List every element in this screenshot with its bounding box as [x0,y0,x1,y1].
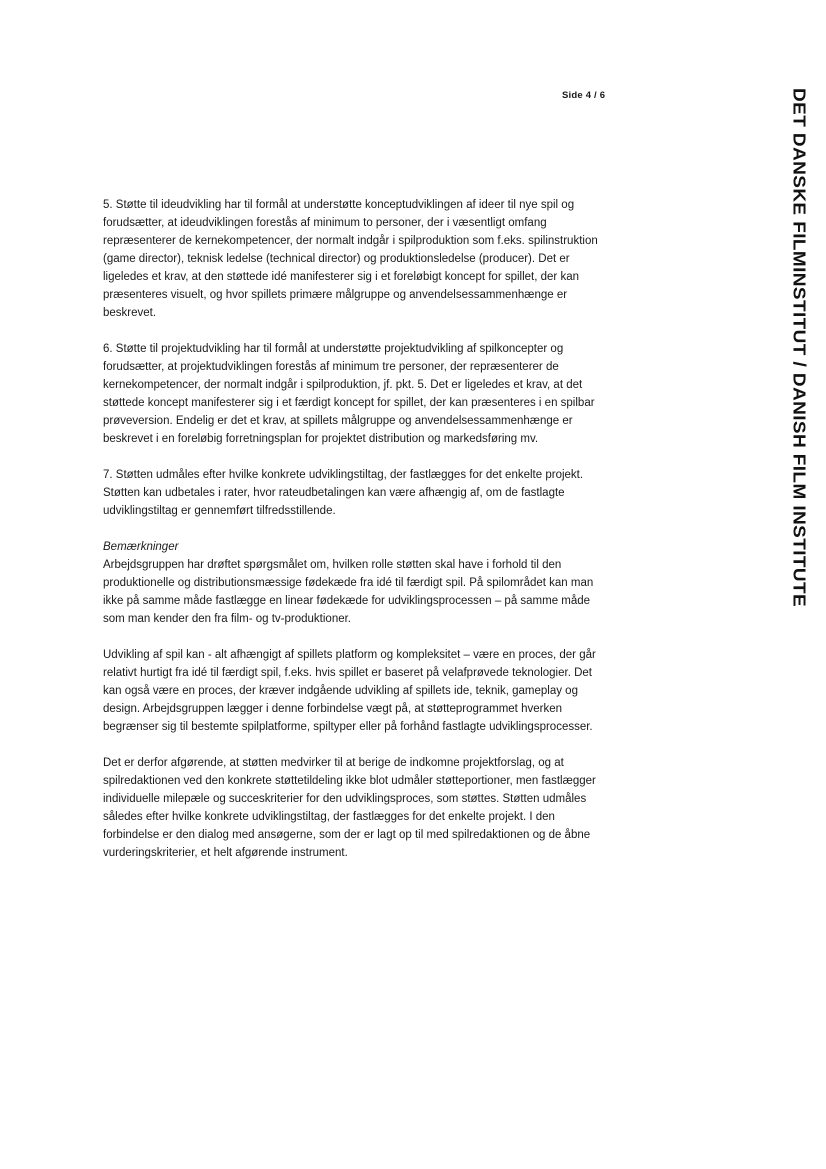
remarks-paragraph-1: Arbejdsgruppen har drøftet spørgsmålet om, hvilken rolle støtten skal have i forhold til den produktionelle og distributionsmæssige fødekæde fra idé til færdigt spil. På spilområdet kan man ikke på samme måde fastlægge en linear fødekæde for udviklingsprocessen – på samme måde som man kender den fra film- og tv-produktioner. [103,559,594,625]
paragraph-7-stoetteudmaaling: 7. Støtten udmåles efter hvilke konkrete udviklingstiltag, der fastlægges for det enkelte projekt. Støtten kan udbetales i rater, hvor rateudbetalingen kan være afhængig af, om de fastlagte udviklingstiltag er gennemført tilfredsstillende. [103,469,584,517]
paragraph-5-ideudvikling: 5. Støtte til ideudvikling har til formål at understøtte konceptudviklingen af ideer til nye spil og forudsætter, at ideudviklingen forestås af minimum to personer, der i væsentligt omfang repræsenterer de kernekompetencer, der normalt indgår i spilproduktion som f.eks. spilinstruktion (game director), teknisk ledelse (technical director) og produktionsledelse (producer). Det er ligeledes et krav, at den støttede idé manifesterer sig i et foreløbigt koncept for spillet, der kan præsenteres visuelt, og hvor spillets primære målgruppe og anvendelsessammenhænge er beskrevet. [103,199,598,319]
page-number: Side 4 / 6 [562,90,606,101]
institute-side-mark: DET DANSKE FILMINSTITUT / DANISH FILM INSTITUTE [788,88,808,608]
remarks-paragraph-2: Udvikling af spil kan - alt afhængigt af spillets platform og kompleksitet – være en proces, der går relativt hurtigt fra idé til færdigt spil, f.eks. hvis spillet er baseret på velafprøvede teknologier. Det kan også være en proces, der kræver indgående udvikling af spillets ide, teknik, gameplay og design. Arbejdsgruppen lægger i denne forbindelse vægt på, at støtteprogrammet hverken begrænser sig til bestemte spilplatforme, spiltyper eller på forhånd fastlagte udviklingsprocesser. [103,649,596,733]
remarks-paragraph-3: Det er derfor afgørende, at støtten medvirker til at berige de indkomne projektforslag, og at spilredaktionen ved den konkrete støttetildeling ikke blot udmåler støtteportioner, men fastlægger individuelle milepæle og succeskriterier for den udviklingsproces, som støttes. Støtten udmåles således efter hvilke konkrete udviklingstiltag, der fastlægges for det enkelte projekt. I den forbindelse er den dialog med ansøgerne, som der er lagt op til med spilredaktionen og de åbne vurderingskriterier, et helt afgørende instrument. [103,757,596,859]
remarks-heading: Bemærkninger [103,541,179,553]
paragraph-6-projektudvikling: 6. Støtte til projektudvikling har til formål at understøtte projektudvikling af spilkoncepter og forudsætter, at projektudviklingen forestås af minimum tre personer, der repræsenterer de kernekompetencer, der normalt indgår i spilproduktion, jf. pkt. 5. Det er ligeledes et krav, at det støttede koncept manifesterer sig i et færdigt koncept for spillet, der kan præsenteres i en spilbar prøveversion. Endelig er det et krav, at spillets målgruppe og anvendelsessammenhænge er beskrevet i en foreløbig forretningsplan for projektet distribution og markedsføring mv. [103,343,595,445]
document-body [103,196,609,862]
